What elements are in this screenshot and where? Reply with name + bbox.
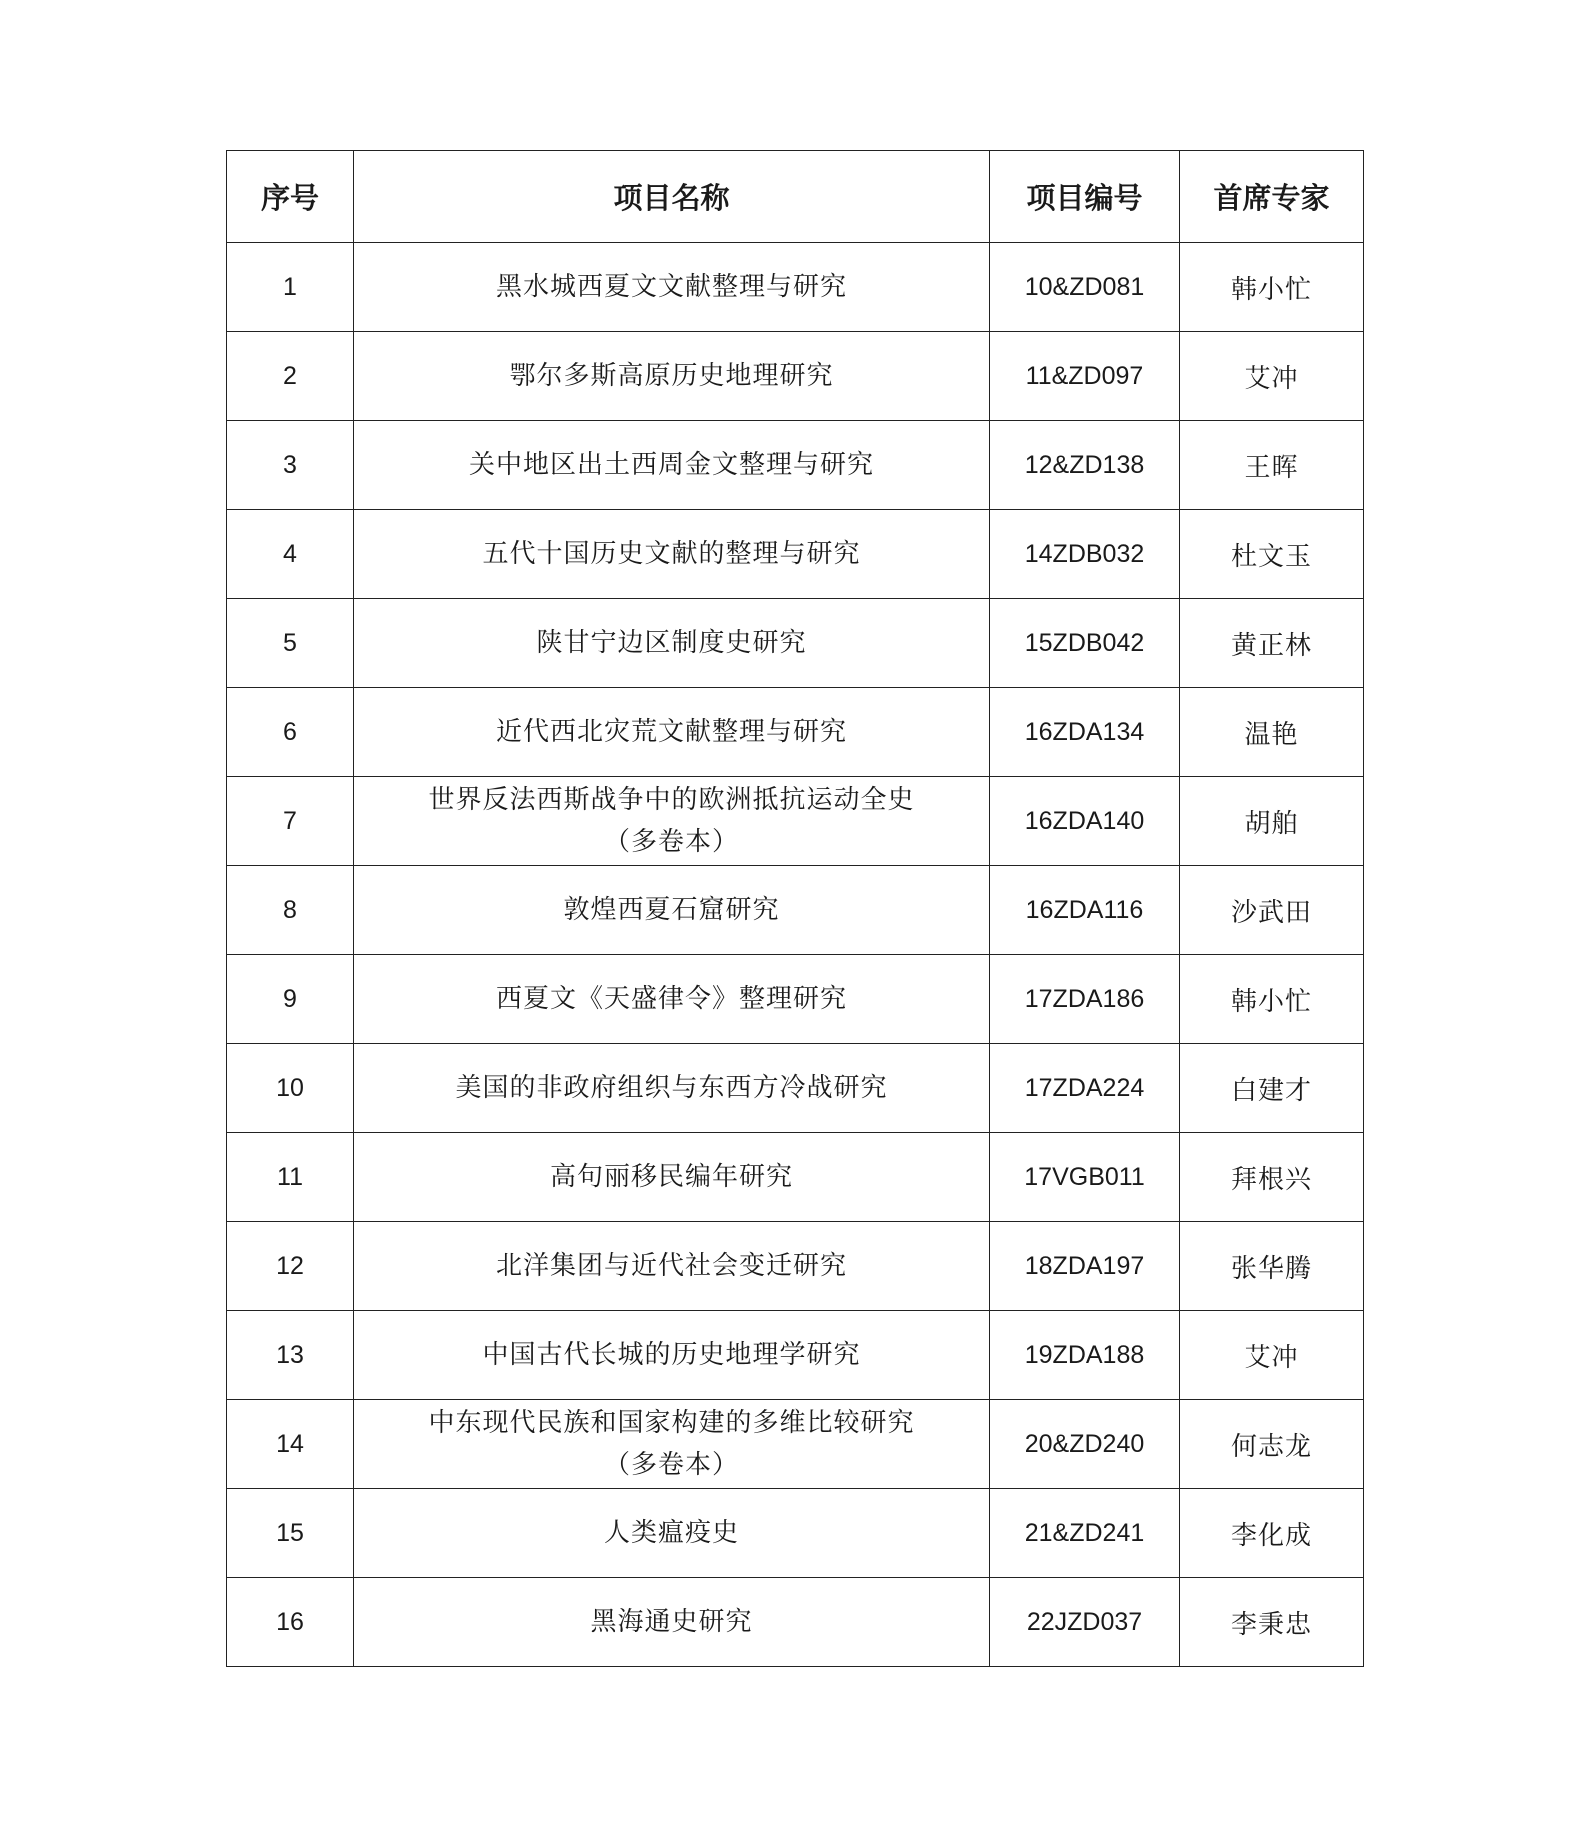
table-row [227, 1133, 1364, 1222]
table-row [227, 243, 1364, 332]
row-index: 8 [227, 866, 354, 955]
row-chief-expert: 白建才 [1180, 1044, 1364, 1133]
row-chief-expert: 拜根兴 [1180, 1133, 1364, 1222]
row-index: 10 [227, 1044, 354, 1133]
project-name-line: 西夏文《天盛律令》整理研究 [495, 984, 847, 1014]
project-name-line: 敦煌西夏石窟研究 [563, 895, 780, 925]
row-project-code: 17VGB011 [990, 1133, 1180, 1222]
project-name-line: 高句丽移民编年研究 [549, 1162, 793, 1192]
row-project-code: 10&ZD081 [990, 243, 1180, 332]
table-row [227, 1578, 1364, 1667]
row-chief-expert: 李秉忠 [1180, 1578, 1364, 1667]
row-project-name [354, 1489, 990, 1578]
header-index: 序号 [227, 151, 354, 243]
row-project-code: 17ZDA186 [990, 955, 1180, 1044]
row-project-code: 11&ZD097 [990, 332, 1180, 421]
table-row [227, 777, 1364, 866]
project-name-line: 近代西北灾荒文献整理与研究 [495, 717, 847, 747]
row-index: 6 [227, 688, 354, 777]
row-project-code: 20&ZD240 [990, 1400, 1180, 1489]
project-name-line: 五代十国历史文献的整理与研究 [482, 539, 861, 569]
row-chief-expert: 胡舶 [1180, 777, 1364, 866]
project-name-line: 黑海通史研究 [590, 1607, 753, 1637]
row-project-code: 12&ZD138 [990, 421, 1180, 510]
table-row [227, 599, 1364, 688]
project-name-line: 美国的非政府组织与东西方冷战研究 [455, 1073, 888, 1103]
project-name-line: 世界反法西斯战争中的欧洲抵抗运动全史 [428, 785, 915, 815]
row-project-name [354, 688, 990, 777]
project-name-line: 陕甘宁边区制度史研究 [536, 628, 807, 658]
row-project-name [354, 332, 990, 421]
row-chief-expert: 张华腾 [1180, 1222, 1364, 1311]
table-row [227, 955, 1364, 1044]
row-project-name [354, 1578, 990, 1667]
row-chief-expert: 韩小忙 [1180, 243, 1364, 332]
row-project-code: 21&ZD241 [990, 1489, 1180, 1578]
row-index: 13 [227, 1311, 354, 1400]
project-name-line: 鄂尔多斯高原历史地理研究 [509, 361, 834, 391]
row-index: 7 [227, 777, 354, 866]
row-index: 5 [227, 599, 354, 688]
row-index: 11 [227, 1133, 354, 1222]
row-index: 3 [227, 421, 354, 510]
row-project-code: 16ZDA134 [990, 688, 1180, 777]
row-chief-expert: 王晖 [1180, 421, 1364, 510]
project-name-line: 中国古代长城的历史地理学研究 [482, 1340, 861, 1370]
row-chief-expert: 沙武田 [1180, 866, 1364, 955]
row-index: 1 [227, 243, 354, 332]
row-project-name [354, 866, 990, 955]
project-name-line: （多卷本） [603, 827, 739, 857]
row-project-name [354, 599, 990, 688]
row-project-code: 22JZD037 [990, 1578, 1180, 1667]
table-header-row [227, 151, 1364, 243]
project-name-line: 北洋集团与近代社会变迁研究 [495, 1251, 847, 1281]
project-name-line: 黑水城西夏文文献整理与研究 [495, 272, 847, 302]
table-body [227, 243, 1364, 1667]
header-chief-expert: 首席专家 [1180, 151, 1364, 243]
row-chief-expert: 韩小忙 [1180, 955, 1364, 1044]
project-name-line: （多卷本） [603, 1450, 739, 1480]
row-chief-expert: 艾冲 [1180, 1311, 1364, 1400]
row-index: 2 [227, 332, 354, 421]
table-row [227, 688, 1364, 777]
projects-table [226, 150, 1364, 1667]
row-project-name [354, 510, 990, 599]
row-project-name [354, 243, 990, 332]
row-project-code: 19ZDA188 [990, 1311, 1180, 1400]
table-row [227, 866, 1364, 955]
row-project-code: 17ZDA224 [990, 1044, 1180, 1133]
row-chief-expert: 黄正林 [1180, 599, 1364, 688]
row-chief-expert: 何志龙 [1180, 1400, 1364, 1489]
row-chief-expert: 温艳 [1180, 688, 1364, 777]
table-row [227, 332, 1364, 421]
row-project-code: 14ZDB032 [990, 510, 1180, 599]
row-chief-expert: 李化成 [1180, 1489, 1364, 1578]
row-index: 14 [227, 1400, 354, 1489]
table-row [227, 421, 1364, 510]
table-row [227, 1311, 1364, 1400]
row-index: 15 [227, 1489, 354, 1578]
header-project-code: 项目编号 [990, 151, 1180, 243]
row-project-name [354, 1044, 990, 1133]
row-project-code: 16ZDA116 [990, 866, 1180, 955]
row-index: 12 [227, 1222, 354, 1311]
row-index: 16 [227, 1578, 354, 1667]
table-row [227, 1489, 1364, 1578]
row-project-name [354, 777, 990, 866]
table-row [227, 510, 1364, 599]
project-name-line: 人类瘟疫史 [603, 1518, 739, 1548]
row-project-name [354, 1311, 990, 1400]
row-index: 9 [227, 955, 354, 1044]
header-project-name: 项目名称 [354, 151, 990, 243]
table-row [227, 1222, 1364, 1311]
row-project-code: 16ZDA140 [990, 777, 1180, 866]
row-project-code: 18ZDA197 [990, 1222, 1180, 1311]
table-row [227, 1400, 1364, 1489]
row-chief-expert: 杜文玉 [1180, 510, 1364, 599]
row-project-code: 15ZDB042 [990, 599, 1180, 688]
row-chief-expert: 艾冲 [1180, 332, 1364, 421]
row-project-name [354, 1222, 990, 1311]
row-project-name [354, 1400, 990, 1489]
row-project-name [354, 421, 990, 510]
row-project-name [354, 955, 990, 1044]
row-project-name [354, 1133, 990, 1222]
project-name-line: 中东现代民族和国家构建的多维比较研究 [428, 1408, 915, 1438]
project-name-line: 关中地区出土西周金文整理与研究 [468, 450, 874, 480]
row-index: 4 [227, 510, 354, 599]
table-row [227, 1044, 1364, 1133]
